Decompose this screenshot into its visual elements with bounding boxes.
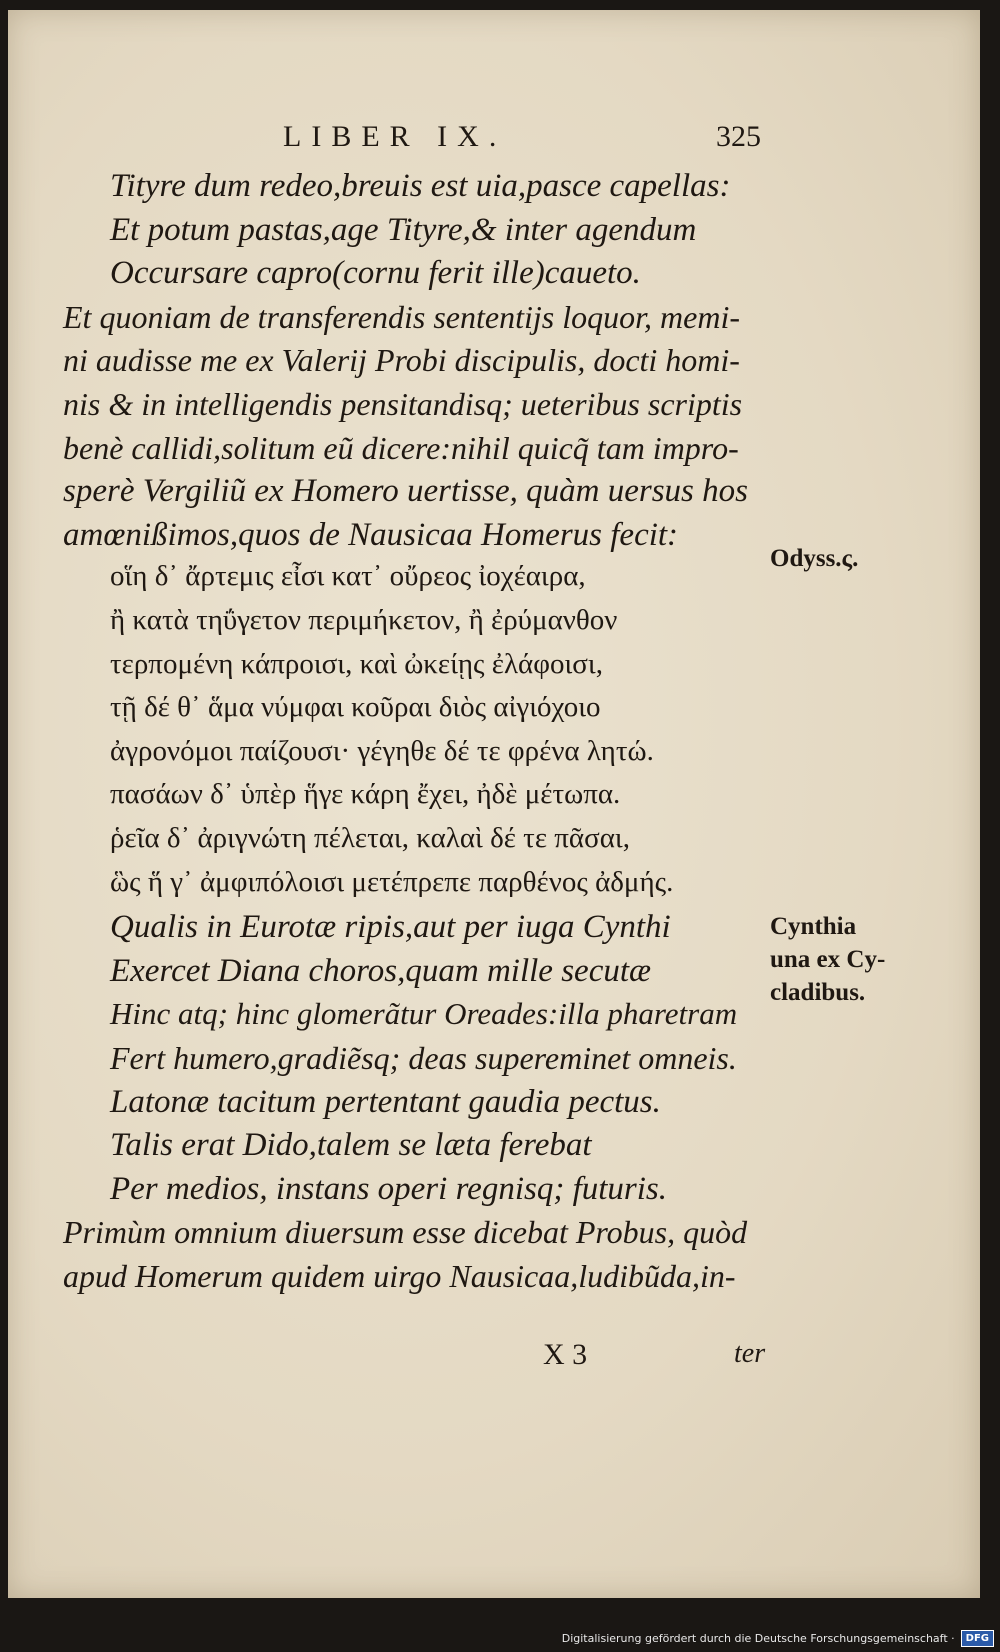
text-line: ni audisse me ex Valerij Probi discipulis, docti homi- [63,342,740,379]
margin-note-cynthia-1: Cynthia [770,913,857,940]
text-line: Primùm omnium diuersum esse dicebat Probus, quòd [63,1214,748,1251]
text-line: Fert humero,gradiẽsq; deas supereminet omneis. [110,1040,737,1076]
text-line: ἀγρονόμοι παίζουσι· γέγηθε δέ τε φρένα λητώ. [110,734,654,767]
running-title: LIBER IX. [283,120,507,153]
text-line: amœnißimos,quos de Nausicaa Homerus fecit: [63,516,679,553]
text-line: τῇ δέ θ᾽ ἅμα νύμφαι κοῦραι διὸς αἰγιόχοιο [110,691,601,724]
text-line: sperè Vergiliũ ex Homero uertisse, quàm uersus hos [63,473,748,510]
text-line: apud Homerum quidem uirgo Nausicaa,ludibũda,in- [63,1258,736,1294]
text-line: benè callidi,solitum eũ dicere:nihil quicq̃ tam impro- [63,429,739,466]
catchword: ter [734,1338,766,1369]
signature-mark: X 3 [543,1338,588,1371]
text-line: οἵη δ᾽ ἄρτεμις εἶσι κατ᾽ οὔρεος ἰοχέαιρα, [110,560,586,593]
digitization-credit [562,1628,994,1648]
text-line: πασάων δ᾽ ὑπὲρ ἥγε κάρη ἔχει, ἠδὲ μέτωπα. [110,778,621,811]
text-line: Qualis in Eurotæ ripis,aut per iuga Cynthi [110,909,671,946]
text-line: Et potum pastas,age Tityre,& inter agendum [110,211,697,248]
credit-text: Digitalisierung gefördert durch die Deutsche Forschungsgemeinschaft · [561,1631,955,1645]
text-line: τερπομένη κάπροισι, καὶ ὠκείῃς ἐλάφοισι, [110,647,603,680]
dfg-logo-icon: DFG [961,1630,994,1647]
margin-note-cynthia-2: una ex Cy- [770,946,886,973]
text-line: Et quoniam de transferendis sententijs loquor, memi- [63,298,740,335]
text-line: ἢ κατὰ τηΰγετον περιμήκετον, ἢ ἐρύμανθον [110,604,618,636]
text-line: Hinc atq; hinc glomerãtur Oreades:illa pharetram [110,996,738,1032]
margin-note-cynthia-3: cladibus. [770,979,866,1006]
text-line: Exercet Diana choros,quam mille secutæ [110,952,652,989]
text-line: Occursare capro(cornu ferit ille)caueto. [110,255,641,292]
text-line: ῥεῖα δ᾽ ἀριγνώτη πέλεται, καλαὶ δέ τε πᾶσαι, [110,822,630,854]
text-line: ὣς ἥ γ᾽ ἀμφιπόλοισι μετέπρεπε παρθένος ἀδμής. [110,865,674,898]
text-line: Tityre dum redeo,breuis est uia,pasce capellas: [110,168,731,204]
text-line: Per medios, instans operi regnisq; futuris. [110,1170,668,1207]
book-page [8,10,980,1598]
page-number: 325 [716,120,761,153]
margin-note-odyssey: Odyss.ς. [770,545,859,572]
text-line: nis & in intelligendis pensitandisq; ueteribus scriptis [63,386,743,422]
text-line: Talis erat Dido,talem se læta ferebat [110,1127,592,1164]
text-line: Latonæ tacitum pertentant gaudia pectus. [110,1083,661,1120]
